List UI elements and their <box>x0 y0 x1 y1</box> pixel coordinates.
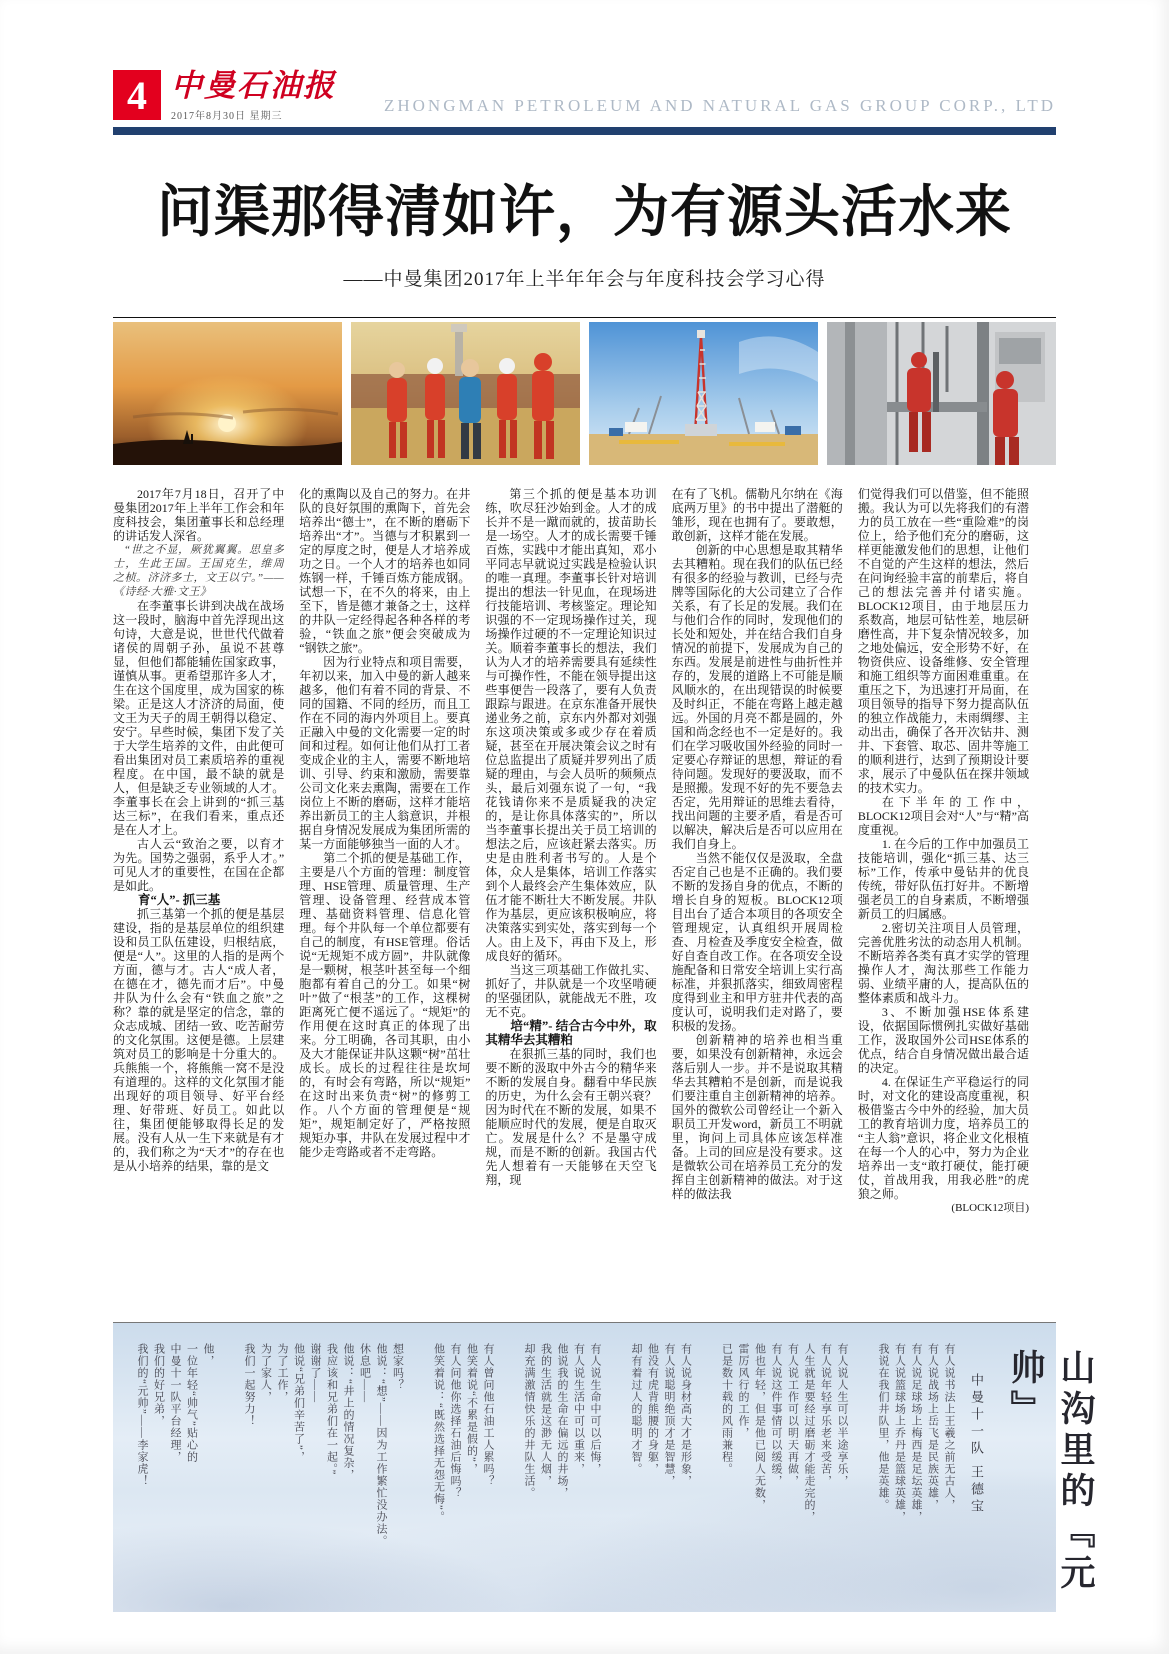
poem-line: 他笑着说“不累是假的”， <box>465 1343 478 1475</box>
poem-line: 有人说生活中可以重来， <box>572 1343 585 1475</box>
feature-poem <box>133 1343 967 1596</box>
section-heading: 育“人”- 抓三基 <box>138 893 221 907</box>
poem-line: 他也年轻，但是他已阅人无数， <box>753 1343 766 1511</box>
poem-line: 他没有虎背熊腰的身躯， <box>646 1343 659 1475</box>
poem-line: 想家吗？ <box>391 1343 404 1391</box>
feature-title: 山沟里的『元帅』 <box>1006 1349 1095 1595</box>
article-column-4 <box>672 487 843 1303</box>
poem-line: 他， <box>202 1343 214 1367</box>
photo-drilling-rig-desert <box>589 322 818 465</box>
paragraph: “世之不显，厥犹翼翼。思皇多士，生此王国。王国克生，维周之桢。济济多士，文王以宁。”——《诗经·大雅·文王》 <box>113 544 285 598</box>
poem-stanza-7 <box>134 1343 217 1487</box>
poem-line: 一位年轻“帅气”贴心的 <box>185 1343 198 1463</box>
paragraph: 第二个抓的便是基础工作，主要是八个方面的管理：制度管理、HSE管理、质量管理、生产管理、设备管理、经营成本管理、基础资料管理、信息化管理。每个井队每一个单位都要有自己的制度，有HSE管理。俗话说“无规矩不成方圆”，井队就像是一颗树，根茎叶甚至每一个细胞都有着自己的分工。如果“树叶”做了“根茎”的工作，这棵树距离死亡便不遥远了。“规矩”的作用便在这时真正的体现了出来。分工明确，各司其职，由小及大才能保证井队这颗“树”茁壮成长。成长的过程往往是坎坷的，有时会有弯路，所以“规矩”在这时出来负责“树”的修剪工作。八个方面的管理便是“规矩”，规矩制定好了，严格按照规矩办事，井队在发展过程中才能少走弯路或者不走弯路。 <box>299 851 471 1159</box>
poem-line: 他说：“想”——因为工作繁忙没办法。 <box>375 1343 387 1547</box>
poem-line: 我的生活就是这渺无人烟， <box>539 1343 552 1487</box>
paragraph: 4. 在保证生产平稳运行的同时，对文化的建设高度重视，积极借鉴古今中外的经验，加大员工的教育培训力度，培养员工的“主人翁”意识，将企业文化根植在每一个人的心中，努力为企业培养出一支“敢打硬仗，能打硬仗，首战用我，用我必胜”的虎狼之师。 <box>857 1075 1029 1201</box>
masthead <box>113 62 1056 122</box>
poem-line: 有人说这件事情可以缓缓， <box>770 1343 782 1487</box>
poem-line: 他说：“井上的情况复杂， <box>342 1343 354 1481</box>
poem-line: 为了家人， <box>259 1343 272 1403</box>
issue-date: 2017年8月30日 星期三 <box>171 111 283 122</box>
article-subtitle: ——中曼集团2017年上半年年会与年度科技会学习心得 <box>343 269 826 290</box>
article-body <box>113 487 1029 1303</box>
article-column-5 <box>858 487 1029 1303</box>
newspaper-logo: 中曼石油报 <box>171 68 336 104</box>
poem-line: 有人说身材高大才是形象， <box>679 1343 692 1487</box>
poem-line: 已是数十载的风雨兼程。 <box>720 1343 733 1475</box>
poem-line: 雷厉风行的工作， <box>737 1343 749 1439</box>
photo-strip <box>113 322 1056 465</box>
poem-line: 为了工作， <box>276 1343 288 1403</box>
poem-line: 我们一起努力！ <box>243 1343 255 1427</box>
poem-line: 有人说篮球场上乔丹是篮球英雄， <box>893 1343 906 1523</box>
poem-line: 我说在我们井队里，他是英雄。 <box>877 1343 889 1511</box>
poem-line: 他笑着说：“既然选择无怨无悔”。 <box>432 1343 445 1523</box>
paragraph: 3、不断加强HSE体系建设，依据国际惯例扎实做好基础工作，汲取国外公司HSE体系的优点，结合自身情况做出最合适的决定。 <box>857 1005 1029 1075</box>
section-heading: 培“精”- 结合古今中外，取其精华去其糟粕 <box>485 1019 657 1047</box>
poem-line: 我们的好兄弟， <box>152 1343 165 1427</box>
poem-line: 他说我的生命在偏远的井场， <box>556 1343 568 1499</box>
poem-line: 他说“兄弟们辛苦了”， <box>292 1343 305 1463</box>
poem-stanza-2 <box>718 1343 850 1523</box>
feature-author: 中曼十一队 王德宝 <box>969 1373 984 1517</box>
poem-stanza-1 <box>875 1343 958 1523</box>
poem-stanza-4 <box>521 1343 604 1499</box>
byline-attribution: (BLOCK12项目) <box>951 1202 1029 1214</box>
poem-line: 人生就是要经过磨砺才能走完的， <box>803 1343 815 1523</box>
paragraph: 在李董事长讲到决战在战场这一段时，脑海中首先浮现出这句诗，大意是说，世世代代做着诸侯的周朝子孙，虽说不甚尊显，但他们都能辅佐国家政事，谨慎从事。更希望那许多人才，生在这个国度里，成为国家的栋梁。正是这人才济济的局面，使文王为天子的周王朝得以稳定、安宁。早些时候，集团下发了关于大学生培养的文件，由此便可看出集团对员工素质培养的重视程度。在中国，最不缺的就是人，但是缺乏专业领域的人才。李董事长在会上讲到的“抓三基达三标”，在我们看来，重点还是在人才上。 <box>113 599 285 837</box>
paragraph: 2017年7月18日，召开了中曼集团2017年上半年工作会和年度科技会，集团董事长和总经理的讲话发人深省。 <box>113 487 285 543</box>
paragraph: 创新精神的培养也相当重要，如果没有创新精神，永远会落后别人一步。并不是说取其精华去其糟粕不是创新，而是说我们要注重自主创新精神的培养。国外的微软公司曾经让一个新入职员工开发word，新员工不明就里，询问上司具体应该怎样准备。上司的回应是没有要求。这是微软公司在培养员工充分的发挥自主创新精神的做法。对于这样的做法我 <box>671 1033 843 1201</box>
poem-line: 有人问他你选择石油后悔吗？ <box>449 1343 461 1499</box>
headline-block <box>113 168 1056 291</box>
feature-box <box>113 1322 1095 1612</box>
paragraph: 抓三基第一个抓的便是基层建设，指的是基层单位的组织建设和员工队伍建设，归根结底，便是“人”。这里的人指的是两个方面，德与才。古人“成人者，在德在才，德先而才后”。中曼井队为什么会有“铁血之旅”之称？靠的就是坚定的信念，靠的众志成城、团结一致、吃苦耐劳的文化氛围。这便是德。上层建筑对员工的影响是十分重大的。兵熊熊一个，将熊熊一窝不是没有道理的。这样的文化氛围才能出现好的项目领导、好平台经理、好带班、好员工。如此以往，集团便能够取得长足的发展。没有人从一生下来就是有才的，我们称之为“天才”的存在也是从小培养的结果，靠的是文 <box>113 907 285 1173</box>
page-number: 4 <box>113 70 161 120</box>
photo-rig-floor-workers <box>827 322 1056 465</box>
poem-line: 我们的“元帅”——李家虎！ <box>136 1343 148 1487</box>
article-column-1 <box>113 487 284 1303</box>
paragraph: 在有了飞机。儒勒凡尔纳在《海底两万里》的书中提出了潜艇的雏形，现在也拥有了。要敢想，敢创新，这样才能在发展。 <box>671 487 843 543</box>
poem-line: 有人说战场上岳飞是民族英雄， <box>926 1343 939 1511</box>
poem-stanza-5 <box>430 1343 496 1523</box>
poem-line: 有人说年轻享乐老来受苦， <box>819 1343 832 1487</box>
poem-line: 谢谢了—— <box>309 1343 321 1403</box>
masthead-english-title: ZHONGMAN PETROLEUM AND NATURAL GAS GROUP CORP., LTD <box>383 96 1056 115</box>
poem-line: 却充满激情快乐的井队生活。 <box>523 1343 535 1499</box>
poem-line: 有人说聪明绝顶才是智慧， <box>663 1343 675 1487</box>
paragraph: 化的熏陶以及自己的努力。在井队的良好氛围的熏陶下，首先会培养出“德士”，在不断的磨砺下培养出“才”。当德与才积累到一定的厚度之时，便是人才培养成功之日。一个人才的培养也如同炼钢一样，千锤百炼方能成钢。试想一下，在不久的将来，由上至下，皆是德才兼备之士，这样的井队一定经得起各种各样的考验，“铁血之旅”便会突破成为“钢铁之旅”。 <box>299 487 471 655</box>
poem-line: 却有着过人的聪明才智。 <box>630 1343 642 1475</box>
poem-line: 有人说工作可以明天再做， <box>786 1343 799 1487</box>
paragraph: 古人云“致治之要，以育才为先。国势之强弱，系乎人才。”可见人才的重要性，在国在企都是如此。 <box>113 837 285 893</box>
paragraph: 在狠抓三基的同时，我们也要不断的汲取中外古今的精华来不断的发展自身。翻看中华民族的历史，为什么会有王朝兴衰？因为时代在不断的发展，如果不能顺应时代的发展，便是自取灭亡。发展是什么？不是墨守成规，而是不断的创新。我国古代先人想着有一天能够在天空飞翔，现 <box>485 1047 657 1187</box>
poem-line: 中曼十一队平台经理， <box>169 1343 181 1463</box>
poem-stanza-3 <box>628 1343 694 1487</box>
poem-line: 休息吧—— <box>358 1343 371 1403</box>
photo-drill-crew-group <box>351 322 580 465</box>
poem-line: 有人曾问他石油工人累吗？ <box>482 1343 494 1487</box>
header-rule <box>113 127 1056 135</box>
article-column-3 <box>485 487 656 1303</box>
paragraph: 因为行业特点和项目需要，年初以来，加入中曼的新人越来越多，他们有着不同的背景、不同的国籍、不同的经历，而且工作在不同的海内外项目上。要真正融入中曼的文化需要一定的时间和过程。如何让他们从打工者变成企业的主人，需要不断地培训、引导、约束和激励，需要靠公司文化来去熏陶，需要在工作岗位上不断的磨砺，这样才能培养出新员工的主人翁意识，并根据自身情况发展成为集团所需的某一方面能够独当一面的人才。 <box>299 655 471 851</box>
photo-top-rule <box>113 317 1056 318</box>
poem-stanza-6 <box>241 1343 406 1547</box>
article-headline: 问渠那得清如许，为有源头活水来 <box>157 182 1012 244</box>
poem-line: 有人说生命中可以后悔， <box>589 1343 601 1475</box>
paragraph: 第三个抓的便是基本功训练，吹尽狂沙始到金。人才的成长并不是一蹴而就的，拔苗助长是一场空。人才的成长需要千锤百炼，实践中才能出真知，邓小平同志早就说过实践是检验认识的唯一真理。李董事长针对培训提出的想法一针见血，在现场进行技能培训、考核鉴定。理论知识强的不一定现场操作过关，现场操作过硬的不一定理论知识过关。顺着李董事长的想法，我们认为人才的培养需要具有延续性与可操作性，不能在领导提出这些事便告一段落了，要有人负责跟踪与跟进。在京东准备开展快递业务之前，京东内外都对刘强东这项决策或多或少存在着质疑，甚至在开展决策会议之时有位总监提出了质疑并罗列出了质疑的理由，与会人员听的频频点头，最后刘强东说了一句，“我花钱请你来不是质疑我的决定的，是让你具体落实的”，所以当李董事长提出关于员工培训的想法之后，应该赶紧去落实。历史是由胜利者书写的。人是个体，众人是集体，培训工作落实到个人最终会产生集体效应，队伍才能不断壮大不断发展。井队作为基层，更应该积极响应，将决策落实到实处，落实到每一个人。由上及下，再由下及上，形成良好的循环。 <box>485 487 657 963</box>
poem-line: 有人说人生可以半途享乐， <box>836 1343 848 1487</box>
paragraph: 当然不能仅仅是汲取，全盘否定自己也是不正确的。我们要不断的发扬自身的优点，不断的增长自身的短板。BLOCK12项目出台了适合本项目的各项安全管理规定，认真组织开展周检查、月检查及季度安全检查，做好自查自改工作。在各项安全设施配备和日常安全培训上实行高标准，并狠抓落实，细致周密程度得到业主和甲方驻井代表的高度认可，说明我们走对路了，要积极的发扬。 <box>671 851 843 1033</box>
paragraph: 2.密切关注项目人员管理，完善优胜劣汰的动态用人机制。不断培养各类有真才实学的管理操作人才，淘汰那些工作能力弱、业绩平庸的人，提高队伍的整体素质和战斗力。 <box>857 921 1029 1005</box>
poem-line: 我应该和兄弟们在一起。” <box>325 1343 338 1476</box>
poem-line: 有人说书法上王羲之前无古人， <box>943 1343 955 1511</box>
paragraph: 1. 在今后的工作中加强员工技能培训，强化“抓三基、达三标”工作，传承中曼钻井的优良传统，带好队伍打好井。不断增强老员工的自身素质，不断增强新员工的归属感。 <box>857 837 1029 921</box>
paragraph: 在下半年的工作中，BLOCK12项目会对“人”与“精”高度重视。 <box>857 795 1029 837</box>
article-column-2 <box>299 487 470 1303</box>
paragraph: 创新的中心思想是取其精华去其糟粕。现在我们的队伍已经有很多的经验与教训，已经与壳牌等国际化的大公司建立了合作关系，有了长足的发展。我们在与他们合作的同时，发现他们的长处和短处，并在结合我们自身情况的前提下，发展成为自己的东西。发展是前进性与曲折性并存的，发展的道路上不可能是顺风顺水的，在出现错误的时候要及时纠正，不能在弯路上越走越远。外国的月亮不都是圆的，外国和尚念经也不一定是好的。我们在学习吸收国外经验的同时一定要心存辩证的思想，辩证的看待问题。发现好的要汲取，而不是照搬。发现不好的先不要急去否定，先用辩证的思维去看待，找出问题的主要矛盾，看是否可以解决，解决后是否可以应用在我们自身上。 <box>671 543 843 851</box>
photo-sunset-over-rig <box>113 322 342 465</box>
paragraph: 们觉得我们可以借鉴，但不能照搬。我认为可以先将我们的有潜力的员工放在一些“重险难”的岗位上，给予他们充分的磨砺，这样更能激发他们的思想，让他们不自觉的产生这样的想法，然后在问询经验丰富的前辈后，将自己的想法完善并付诸实施。BLOCK12项目，由于地层压力系数高，地层可钻性差，地层研磨性高，井下复杂情况较多，加之地处偏远，安全形势不好，在物资供应、设备维修、安全管理和施工组织等方面困难重重。在重压之下，为迅速打开局面，在项目领导的指导下努力提高队伍的独立作战能力，未雨绸缪、主动出击，确保了各开次钻井、测井、下套管、取芯、固井等施工的顺利进行，达到了预期设计要求，展示了中曼队伍在探井领域的技术实力。 <box>857 487 1029 795</box>
poem-line: 有人说足球场上梅西是足坛英雄， <box>910 1343 922 1523</box>
paragraph: 当这三项基础工作做扎实、抓好了，井队就是一个攻坚啃硬的坚强团队，就能战无不胜，攻无不克。 <box>485 963 657 1019</box>
